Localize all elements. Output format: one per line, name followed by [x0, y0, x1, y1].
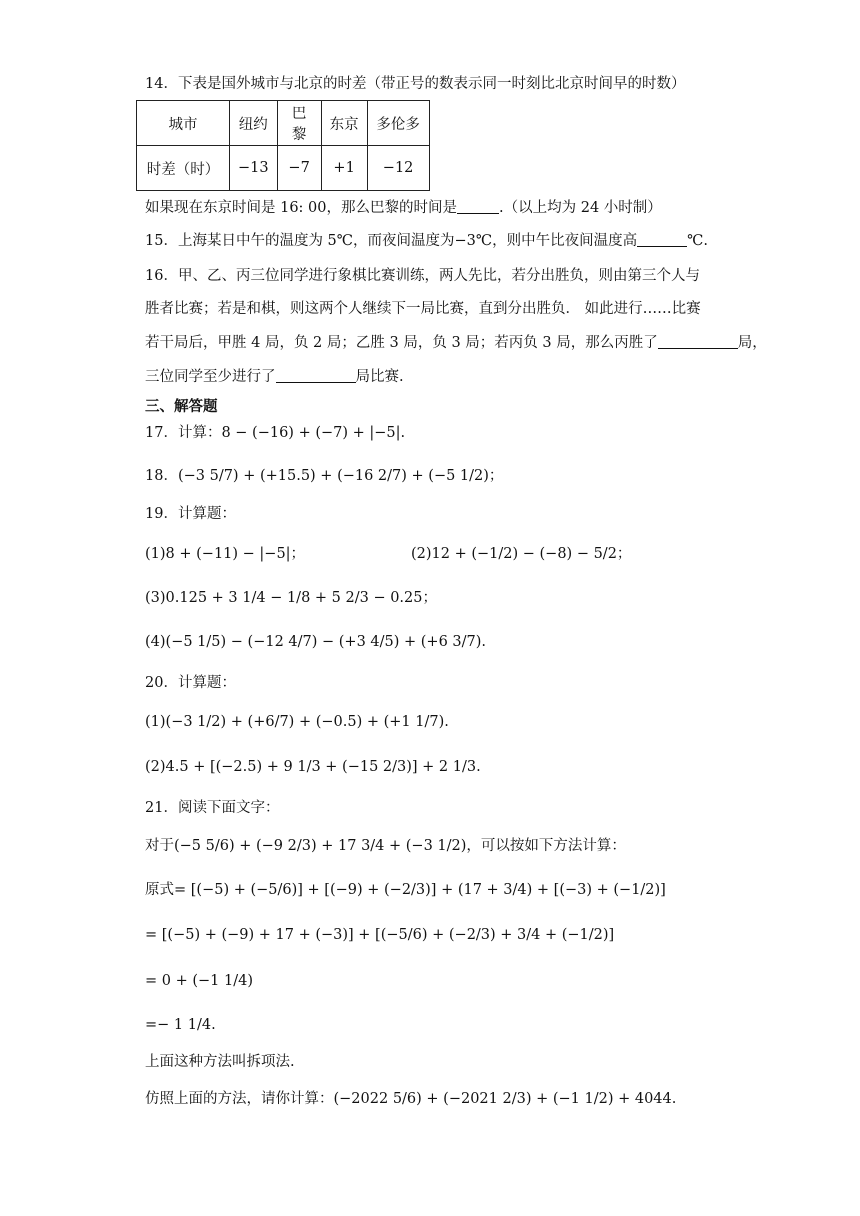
answer-blank[interactable]	[276, 368, 356, 383]
q21-task: 仿照上面的方法，请你计算：(−2022 5/6) + (−2021 2/3) + (−1 1/2) + 4044.	[145, 1091, 677, 1107]
answer-blank[interactable]	[658, 334, 738, 349]
q15-text-a: 15．上海某日中午的温度为 5℃，而夜间温度为−3℃，则中午比夜间温度高	[145, 233, 638, 249]
q16-line4	[145, 367, 404, 387]
table-cell: −13	[230, 146, 278, 191]
q16-line4-b: 局比赛.	[355, 369, 404, 385]
q21-note: 上面这种方法叫拆项法.	[145, 1054, 295, 1070]
q19-part4: (4)(−5 1/5) − (−12 4/7) − (+3 4/5) + (+6 3/7).	[145, 634, 487, 650]
q14-question-a: 如果现在东京时间是 16: 00，那么巴黎的时间是	[145, 200, 458, 216]
table-cell: 纽约	[230, 101, 278, 146]
q21-intro: 对于(−5 5/6) + (−9 2/3) + 17 3/4 + (−3 1/2)，可以按如下方法计算：	[145, 838, 626, 854]
table-cell: −12	[367, 146, 429, 191]
q16-line2: 胜者比赛；若是和棋，则这两个人继续下一局比赛，直到分出胜负． 如此进行……比赛	[145, 301, 701, 317]
answer-blank[interactable]	[637, 232, 687, 247]
q16-line1: 16．甲、乙、丙三位同学进行象棋比赛训练，两人先比，若分出胜负，则由第三个人与	[145, 268, 700, 284]
section-heading: 三、解答题	[145, 399, 218, 415]
q21-step1: 原式= [(−5) + (−5/6)] + [(−9) + (−2/3)] + (17 + 3/4) + [(−3) + (−1/2)]	[145, 882, 666, 898]
q18: 18．(−3 5/7) + (+15.5) + (−16 2/7) + (−5 1/2)；	[145, 468, 504, 484]
table-cell: 城市	[137, 101, 230, 146]
table-cell: 巴黎	[277, 101, 321, 146]
q16-line3-b: 局，	[737, 335, 767, 351]
q16-line3-a: 若干局后，甲胜 4 局，负 2 局；乙胜 3 局，负 3 局；若丙负 3 局，那么丙胜了	[145, 335, 658, 351]
q14-question-b: .（以上均为 24 小时制）	[499, 200, 662, 216]
q21-step2: = [(−5) + (−9) + 17 + (−3)] + [(−5/6) + (−2/3) + 3/4 + (−1/2)]	[145, 927, 615, 943]
q19-part3: (3)0.125 + 3 1/4 − 1/8 + 5 2/3 − 0.25；	[145, 590, 437, 606]
table-cell: 时差（时）	[137, 146, 230, 191]
q17: 17．计算：8 − (−16) + (−7) + |−5|.	[145, 425, 406, 441]
q20-part1: (1)(−3 1/2) + (+6/7) + (−0.5) + (+1 1/7).	[145, 714, 449, 730]
q19-title: 19．计算题：	[145, 506, 236, 522]
table-cell: 多伦多	[367, 101, 429, 146]
time-difference-table	[136, 100, 430, 191]
q21-title: 21．阅读下面文字：	[145, 800, 280, 816]
q19-part2: (2)12 + (−1/2) − (−8) − 5/2；	[411, 546, 632, 562]
q16-line3	[145, 333, 767, 353]
table-cell: 东京	[321, 101, 367, 146]
answer-blank[interactable]	[457, 199, 499, 214]
q20-title: 20．计算题：	[145, 675, 236, 691]
q14-intro: 14．下表是国外城市与北京的时差（带正号的数表示同一时刻比北京时间早的时数）	[145, 76, 686, 92]
q19-part1: (1)8 + (−11) − |−5|；	[145, 546, 306, 562]
q21-step4: =− 1 1/4.	[145, 1017, 216, 1033]
table-cell: −7	[277, 146, 321, 191]
table-row	[137, 101, 430, 146]
q15-text-b: ℃.	[687, 233, 708, 249]
table-cell: +1	[321, 146, 367, 191]
q21-step3: = 0 + (−1 1/4)	[145, 973, 253, 989]
q20-part2: (2)4.5 + [(−2.5) + 9 1/3 + (−15 2/3)] + 2 1/3.	[145, 759, 481, 775]
q14-question	[145, 198, 662, 218]
q16-line4-a: 三位同学至少进行了	[145, 369, 276, 385]
q15	[145, 231, 708, 251]
table-row	[137, 146, 430, 191]
